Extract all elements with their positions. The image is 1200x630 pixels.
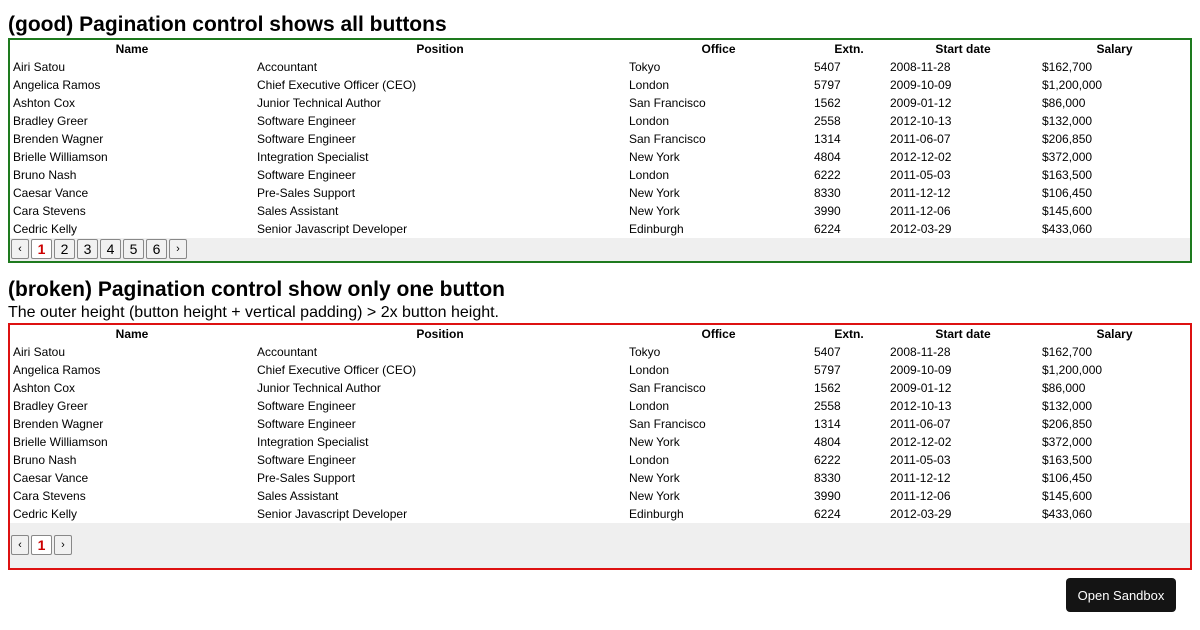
column-header-salary[interactable]: Salary bbox=[1096, 42, 1133, 56]
cell-extn: 1562 bbox=[814, 96, 841, 110]
cell-office: New York bbox=[629, 471, 680, 485]
cell-name: Ashton Cox bbox=[13, 96, 76, 110]
good-title: (good) Pagination control shows all buttons bbox=[8, 13, 447, 36]
cell-extn: 6222 bbox=[814, 168, 841, 182]
cell-office: London bbox=[629, 168, 670, 182]
cell-office: London bbox=[629, 363, 670, 377]
cell-extn: 5797 bbox=[814, 363, 841, 377]
cell-salary: $372,000 bbox=[1042, 150, 1093, 164]
cell-office: San Francisco bbox=[629, 417, 706, 431]
cell-name: Brielle Williamson bbox=[13, 435, 108, 449]
prev-page-button[interactable]: ‹ bbox=[11, 239, 29, 259]
cell-position: Chief Executive Officer (CEO) bbox=[257, 363, 417, 377]
good-table-header bbox=[10, 40, 1190, 58]
column-header-name[interactable]: Name bbox=[115, 327, 149, 341]
cell-position: Junior Technical Author bbox=[257, 96, 381, 110]
cell-office: New York bbox=[629, 489, 680, 503]
cell-extn: 3990 bbox=[814, 204, 841, 218]
cell-salary: $163,500 bbox=[1042, 168, 1093, 182]
cell-name: Ashton Cox bbox=[13, 381, 76, 395]
cell-name: Brenden Wagner bbox=[13, 132, 104, 146]
cell-salary: $132,000 bbox=[1042, 399, 1093, 413]
cell-start-date: 2011-12-06 bbox=[890, 489, 951, 503]
cell-position: Software Engineer bbox=[257, 417, 356, 431]
cell-start-date: 2012-03-29 bbox=[890, 507, 952, 521]
good-pagination bbox=[10, 238, 1190, 261]
cell-salary: $162,700 bbox=[1042, 345, 1093, 359]
cell-salary: $1,200,000 bbox=[1042, 78, 1103, 92]
table-row bbox=[10, 505, 1190, 523]
cell-name: Bradley Greer bbox=[13, 399, 88, 413]
cell-start-date: 2011-12-12 bbox=[890, 471, 951, 485]
table-row bbox=[10, 148, 1190, 166]
cell-office: New York bbox=[629, 435, 680, 449]
cell-extn: 8330 bbox=[814, 471, 841, 485]
cell-position: Pre-Sales Support bbox=[257, 186, 356, 200]
good-table bbox=[10, 40, 1190, 238]
broken-table-header bbox=[10, 325, 1190, 343]
cell-office: San Francisco bbox=[629, 132, 706, 146]
cell-position: Software Engineer bbox=[257, 453, 356, 467]
column-header-salary[interactable]: Salary bbox=[1096, 327, 1133, 341]
cell-position: Integration Specialist bbox=[257, 150, 369, 164]
cell-position: Accountant bbox=[257, 345, 318, 359]
table-row bbox=[10, 433, 1190, 451]
good-table-frame bbox=[8, 38, 1192, 263]
cell-start-date: 2012-12-02 bbox=[890, 150, 952, 164]
cell-salary: $132,000 bbox=[1042, 114, 1093, 128]
cell-name: Brielle Williamson bbox=[13, 150, 108, 164]
header-row bbox=[10, 325, 1190, 343]
cell-extn: 3990 bbox=[814, 489, 841, 503]
cell-name: Angelica Ramos bbox=[13, 78, 101, 92]
cell-salary: $206,850 bbox=[1042, 132, 1093, 146]
open-sandbox-button[interactable]: Open Sandbox bbox=[1066, 578, 1176, 612]
cell-position: Chief Executive Officer (CEO) bbox=[257, 78, 417, 92]
cell-start-date: 2009-10-09 bbox=[890, 78, 952, 92]
cell-extn: 1314 bbox=[814, 132, 841, 146]
cell-name: Bradley Greer bbox=[13, 114, 88, 128]
cell-salary: $106,450 bbox=[1042, 471, 1093, 485]
table-row bbox=[10, 220, 1190, 238]
cell-position: Software Engineer bbox=[257, 114, 356, 128]
cell-position: Software Engineer bbox=[257, 399, 356, 413]
cell-start-date: 2009-10-09 bbox=[890, 363, 952, 377]
cell-start-date: 2011-05-03 bbox=[890, 168, 951, 182]
cell-name: Airi Satou bbox=[13, 345, 66, 359]
column-header-office[interactable]: Office bbox=[701, 42, 736, 56]
page-2-button[interactable]: 2 bbox=[54, 239, 75, 259]
cell-salary: $433,060 bbox=[1042, 507, 1093, 521]
table-row bbox=[10, 202, 1190, 220]
broken-pagination bbox=[10, 523, 1190, 568]
cell-position: Software Engineer bbox=[257, 168, 356, 182]
cell-office: San Francisco bbox=[629, 96, 706, 110]
cell-office: Tokyo bbox=[629, 345, 661, 359]
cell-salary: $145,600 bbox=[1042, 204, 1093, 218]
cell-position: Accountant bbox=[257, 60, 318, 74]
page-5-button[interactable]: 5 bbox=[123, 239, 144, 259]
table-row bbox=[10, 487, 1190, 505]
column-header-position[interactable]: Position bbox=[416, 327, 464, 341]
cell-start-date: 2009-01-12 bbox=[890, 96, 952, 110]
cell-office: Edinburgh bbox=[629, 222, 684, 236]
column-header-name[interactable]: Name bbox=[115, 42, 149, 56]
broken-table bbox=[10, 325, 1190, 523]
cell-extn: 5797 bbox=[814, 78, 841, 92]
cell-salary: $163,500 bbox=[1042, 453, 1093, 467]
cell-extn: 1562 bbox=[814, 381, 841, 395]
table-row bbox=[10, 361, 1190, 379]
cell-position: Integration Specialist bbox=[257, 435, 369, 449]
page-6-button[interactable]: 6 bbox=[146, 239, 167, 259]
cell-extn: 2558 bbox=[814, 399, 841, 413]
cell-extn: 6224 bbox=[814, 222, 841, 236]
cell-position: Senior Javascript Developer bbox=[257, 507, 408, 521]
cell-name: Cedric Kelly bbox=[13, 507, 78, 521]
page-1-button[interactable]: 1 bbox=[31, 535, 52, 555]
cell-extn: 4804 bbox=[814, 150, 841, 164]
cell-start-date: 2008-11-28 bbox=[890, 60, 951, 74]
cell-salary: $145,600 bbox=[1042, 489, 1093, 503]
cell-start-date: 2012-10-13 bbox=[890, 114, 952, 128]
cell-extn: 2558 bbox=[814, 114, 841, 128]
cell-salary: $86,000 bbox=[1042, 96, 1086, 110]
cell-start-date: 2011-12-12 bbox=[890, 186, 951, 200]
broken-table-body bbox=[10, 343, 1190, 523]
table-row bbox=[10, 415, 1190, 433]
cell-name: Cara Stevens bbox=[13, 204, 86, 218]
column-header-office[interactable]: Office bbox=[701, 327, 736, 341]
good-table-body bbox=[10, 58, 1190, 238]
cell-office: London bbox=[629, 114, 670, 128]
cell-position: Sales Assistant bbox=[257, 489, 339, 503]
cell-name: Cara Stevens bbox=[13, 489, 86, 503]
prev-page-button[interactable]: ‹ bbox=[11, 535, 29, 555]
cell-name: Airi Satou bbox=[13, 60, 66, 74]
cell-start-date: 2012-10-13 bbox=[890, 399, 952, 413]
cell-start-date: 2012-03-29 bbox=[890, 222, 952, 236]
column-header-start-date[interactable]: Start date bbox=[935, 327, 991, 341]
cell-start-date: 2008-11-28 bbox=[890, 345, 951, 359]
cell-extn: 4804 bbox=[814, 435, 841, 449]
cell-position: Software Engineer bbox=[257, 132, 356, 146]
table-row bbox=[10, 58, 1190, 76]
cell-salary: $86,000 bbox=[1042, 381, 1086, 395]
broken-table-frame bbox=[8, 323, 1192, 570]
cell-extn: 5407 bbox=[814, 60, 841, 74]
table-row bbox=[10, 343, 1190, 361]
table-row bbox=[10, 94, 1190, 112]
page-1-button[interactable]: 1 bbox=[31, 239, 52, 259]
cell-start-date: 2011-05-03 bbox=[890, 453, 951, 467]
table-row bbox=[10, 76, 1190, 94]
broken-title: (broken) Pagination control show only one button bbox=[8, 278, 505, 301]
cell-name: Caesar Vance bbox=[13, 186, 89, 200]
cell-salary: $433,060 bbox=[1042, 222, 1093, 236]
cell-start-date: 2009-01-12 bbox=[890, 381, 952, 395]
cell-salary: $206,850 bbox=[1042, 417, 1093, 431]
cell-extn: 6224 bbox=[814, 507, 841, 521]
page-4-button[interactable]: 4 bbox=[100, 239, 121, 259]
cell-extn: 6222 bbox=[814, 453, 841, 467]
cell-office: New York bbox=[629, 186, 680, 200]
cell-name: Brenden Wagner bbox=[13, 417, 104, 431]
table-row bbox=[10, 379, 1190, 397]
next-page-button[interactable]: › bbox=[169, 239, 187, 259]
table-row bbox=[10, 184, 1190, 202]
table-row bbox=[10, 451, 1190, 469]
cell-start-date: 2011-06-07 bbox=[890, 417, 951, 431]
cell-salary: $162,700 bbox=[1042, 60, 1093, 74]
cell-name: Bruno Nash bbox=[13, 453, 77, 467]
cell-office: New York bbox=[629, 150, 680, 164]
header-row bbox=[10, 40, 1190, 58]
cell-name: Bruno Nash bbox=[13, 168, 77, 182]
table-row bbox=[10, 397, 1190, 415]
broken-description: The outer height (button height + vertical padding) > 2x button height. bbox=[8, 304, 499, 321]
cell-position: Senior Javascript Developer bbox=[257, 222, 408, 236]
cell-office: Edinburgh bbox=[629, 507, 684, 521]
cell-position: Pre-Sales Support bbox=[257, 471, 356, 485]
cell-office: New York bbox=[629, 204, 680, 218]
table-row bbox=[10, 166, 1190, 184]
cell-office: London bbox=[629, 399, 670, 413]
page-3-button[interactable]: 3 bbox=[77, 239, 98, 259]
cell-office: London bbox=[629, 453, 670, 467]
cell-position: Junior Technical Author bbox=[257, 381, 381, 395]
table-row bbox=[10, 130, 1190, 148]
table-row bbox=[10, 469, 1190, 487]
cell-name: Caesar Vance bbox=[13, 471, 89, 485]
cell-extn: 1314 bbox=[814, 417, 841, 431]
cell-salary: $1,200,000 bbox=[1042, 363, 1103, 377]
cell-extn: 8330 bbox=[814, 186, 841, 200]
column-header-extn[interactable]: Extn. bbox=[834, 327, 864, 341]
cell-position: Sales Assistant bbox=[257, 204, 339, 218]
cell-salary: $372,000 bbox=[1042, 435, 1093, 449]
cell-start-date: 2011-12-06 bbox=[890, 204, 951, 218]
cell-office: Tokyo bbox=[629, 60, 661, 74]
table-row bbox=[10, 112, 1190, 130]
cell-office: San Francisco bbox=[629, 381, 706, 395]
cell-name: Cedric Kelly bbox=[13, 222, 78, 236]
column-header-position[interactable]: Position bbox=[416, 42, 464, 56]
cell-salary: $106,450 bbox=[1042, 186, 1093, 200]
broken-section bbox=[8, 277, 1192, 570]
good-section bbox=[8, 12, 1192, 263]
cell-extn: 5407 bbox=[814, 345, 841, 359]
column-header-extn[interactable]: Extn. bbox=[834, 42, 864, 56]
next-page-button[interactable]: › bbox=[54, 535, 72, 555]
cell-office: London bbox=[629, 78, 670, 92]
cell-start-date: 2011-06-07 bbox=[890, 132, 951, 146]
cell-start-date: 2012-12-02 bbox=[890, 435, 952, 449]
cell-name: Angelica Ramos bbox=[13, 363, 101, 377]
column-header-start-date[interactable]: Start date bbox=[935, 42, 991, 56]
